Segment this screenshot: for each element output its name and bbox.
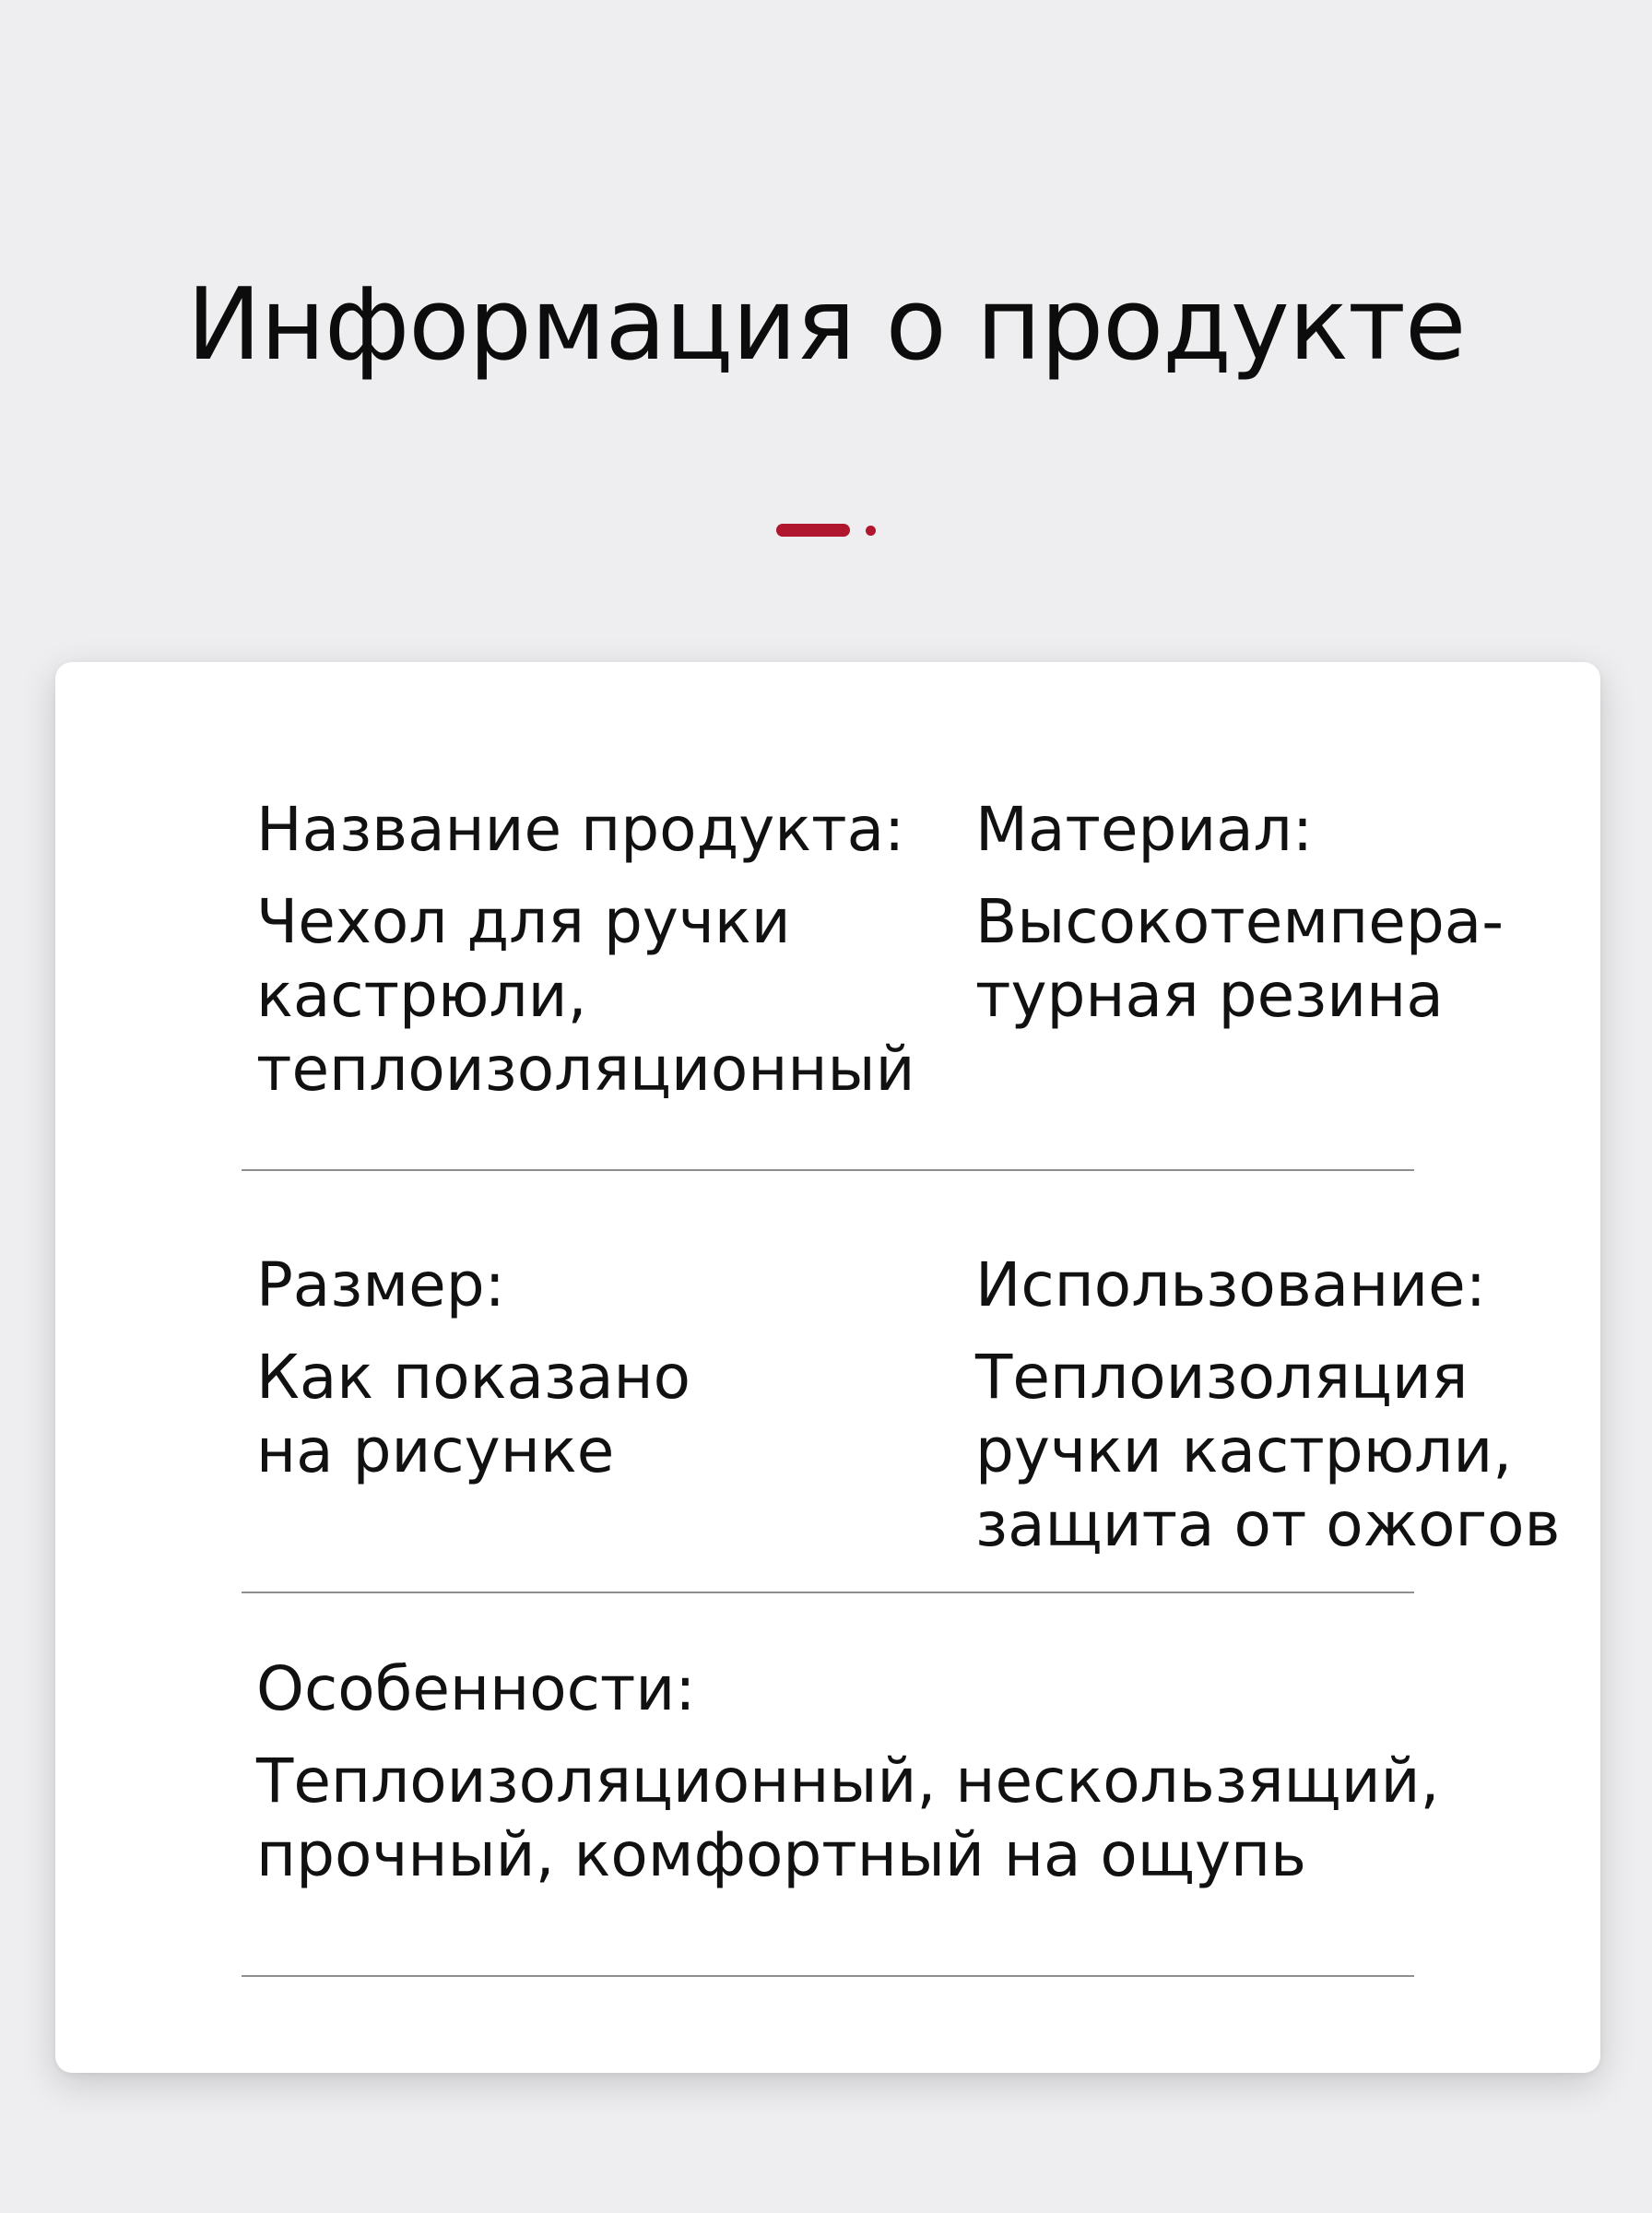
product-name-label: Название продукта: (256, 794, 905, 865)
usage-label: Использование: (975, 1249, 1486, 1320)
field-size (256, 1249, 690, 1488)
divider (242, 1592, 1414, 1593)
field-product-name (256, 793, 915, 1106)
features-label: Особенности: (256, 1653, 696, 1724)
size-label: Размер: (256, 1249, 505, 1320)
field-usage (975, 1249, 1560, 1562)
usage-value: Теплоизоляция ручки кастрюли, защита от ожогов (975, 1342, 1561, 1560)
size-value: Как показано на рисунке (256, 1342, 691, 1486)
accent-dot (866, 526, 876, 536)
divider (242, 1169, 1414, 1171)
accent-decoration (776, 524, 878, 537)
accent-bar (776, 524, 850, 537)
product-info-card (55, 662, 1600, 2073)
page-title: Информация о продукте (186, 267, 1466, 383)
field-material (975, 793, 1504, 1033)
divider (242, 1975, 1414, 1977)
field-features (256, 1652, 1439, 1892)
product-name-value: Чехол для ручки кастрюли, теплоизоляционный (256, 886, 915, 1105)
material-value: Высокотемпера- турная резина (975, 886, 1504, 1031)
features-value: Теплоизоляционный, нескользящий, прочный, комфортный на ощупь (256, 1746, 1440, 1890)
material-label: Материал: (975, 794, 1314, 865)
